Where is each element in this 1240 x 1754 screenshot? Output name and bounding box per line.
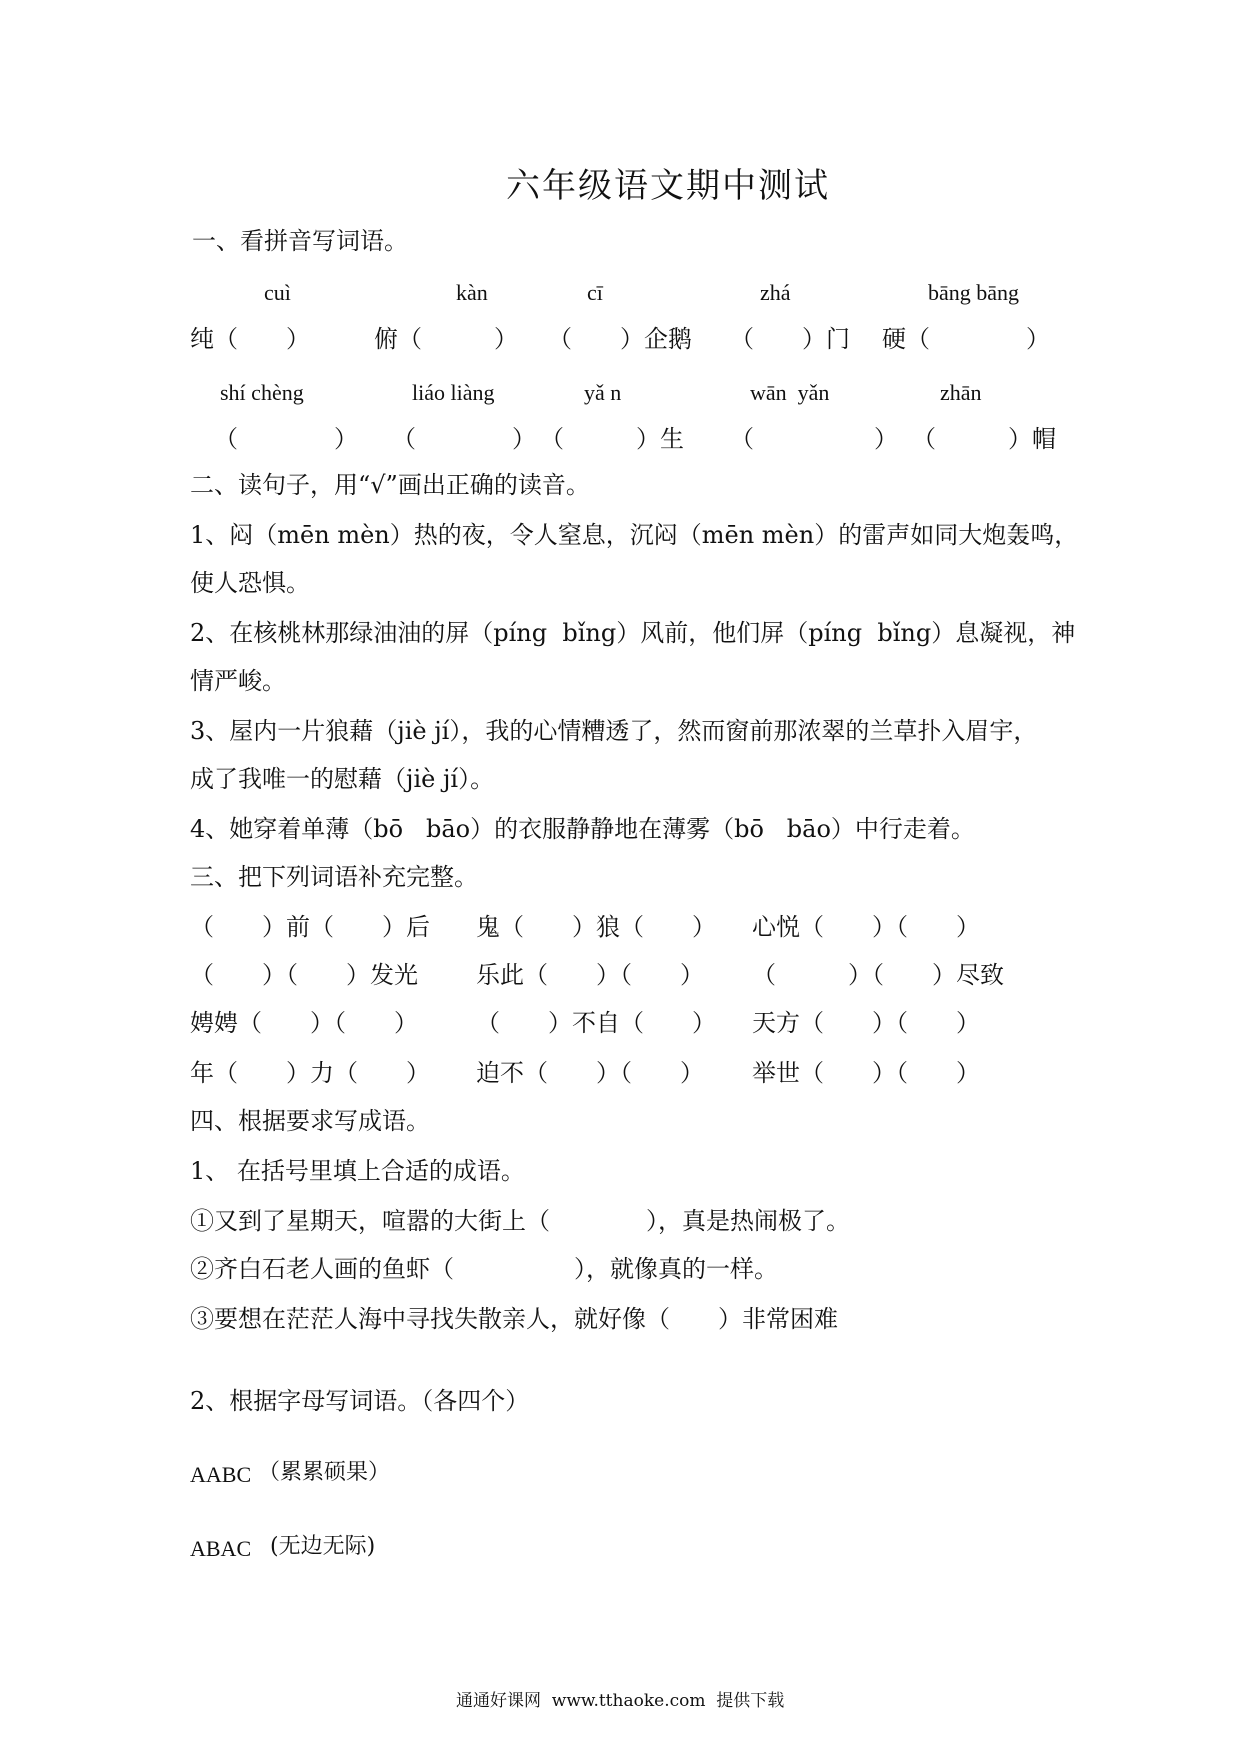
pattern-code: ABAC [190,1536,252,1561]
pinyin-10: zhān [940,380,982,405]
word-blank-9[interactable]: （ ） [730,425,898,453]
footer-credit: 通通好课网 www.tthaoke.com 提供下载 [456,1691,785,1711]
page-title: 六年级语文期中测试 [506,166,830,206]
idiom-blank[interactable]: （ ）（ ）尽致 [752,961,1004,989]
sentence-line: 2、在核桃林那绿油油的屏（píng bǐng）风前，他们屏（píng bǐng）息凝视，神 [190,619,1076,647]
pinyin-1: cuì [264,280,291,305]
pattern-code: AABC [190,1462,252,1487]
idiom-blank[interactable]: 年（ ）力（ ） [190,1059,430,1087]
word-blank-2[interactable]: 俯（ ） [374,325,518,353]
word-blank-3[interactable]: （ ）企鹅 [548,325,692,353]
pinyin-2: kàn [456,280,488,305]
word-blank-5[interactable]: 硬（ ） [882,325,1050,353]
pinyin-3: cī [587,280,603,305]
pinyin-6: shí chèng [220,380,304,405]
idiom-blank[interactable]: 鬼（ ）狼（ ） [476,913,716,941]
word-blank-4[interactable]: （ ）门 [730,325,850,353]
idiom-blank[interactable]: 心悦（ ）（ ） [752,913,980,941]
sentence-line: 1、闷（mēn mèn）热的夜，令人窒息，沉闷（mēn mèn）的雷声如同大炮轰鸣， [190,521,1079,549]
pattern-example: (无边无际) [270,1534,376,1559]
sentence-line: 3、屋内一片狼藉（jiè jí），我的心情糟透了，然而窗前那浓翠的兰草扑入眉宇， [190,717,1038,745]
word-blank-6[interactable]: （ ） [214,425,358,453]
section2-heading: 二、读句子，用“√”画出正确的读音。 [190,471,590,499]
section4-heading: 四、根据要求写成语。 [190,1107,430,1135]
idiom-blank[interactable]: 举世（ ）（ ） [752,1059,980,1087]
pinyin-7: liáo liàng [412,380,495,405]
idiom-blank[interactable]: 娉娉（ ）（ ） [190,1009,418,1037]
section3-heading: 三、把下列词语补充完整。 [190,863,478,891]
word-blank-1[interactable]: 纯（ ） [190,325,310,353]
idiom-blank[interactable]: （ ）前（ ）后 [190,913,430,941]
pinyin-9: wān yǎn [750,380,830,405]
idiom-blank[interactable]: （ ）（ ）发光 [190,961,418,989]
fill-sentence[interactable]: ②齐白石老人画的鱼虾（ ），就像真的一样。 [190,1255,778,1283]
sentence-line: 成了我唯一的慰藉（jiè jí）。 [190,765,495,793]
word-blank-7[interactable]: （ ） [392,425,536,453]
word-blank-8[interactable]: （ ）生 [540,425,684,453]
pinyin-8: yǎ n [584,380,622,405]
fill-sentence[interactable]: ①又到了星期天，喧嚣的大街上（ ），真是热闹极了。 [190,1207,850,1235]
section1-heading: 一、看拼音写词语。 [192,227,408,255]
sentence-line: 情严峻。 [190,667,286,695]
idiom-blank[interactable]: 迫不（ ）（ ） [476,1059,704,1087]
sub-question-1: 1、 在括号里填上合适的成语。 [190,1157,525,1185]
pattern-example: （累累硕果） [258,1460,391,1485]
idiom-blank[interactable]: 乐此（ ）（ ） [476,961,704,989]
word-blank-10[interactable]: （ ）帽 [912,425,1056,453]
sub-question-2: 2、根据字母写词语。（各四个） [190,1387,530,1415]
sentence-line: 使人恐惧。 [190,569,310,597]
pinyin-4: zhá [760,280,791,305]
idiom-blank[interactable]: （ ）不自（ ） [476,1009,716,1037]
fill-sentence[interactable]: ③要想在茫茫人海中寻找失散亲人，就好像（ ）非常困难 [190,1305,838,1333]
pinyin-5: bāng bāng [928,280,1020,305]
idiom-blank[interactable]: 天方（ ）（ ） [752,1009,980,1037]
sentence-line: 4、她穿着单薄（bō bāo）的衣服静静地在薄雾（bō bāo）中行走着。 [190,815,975,843]
